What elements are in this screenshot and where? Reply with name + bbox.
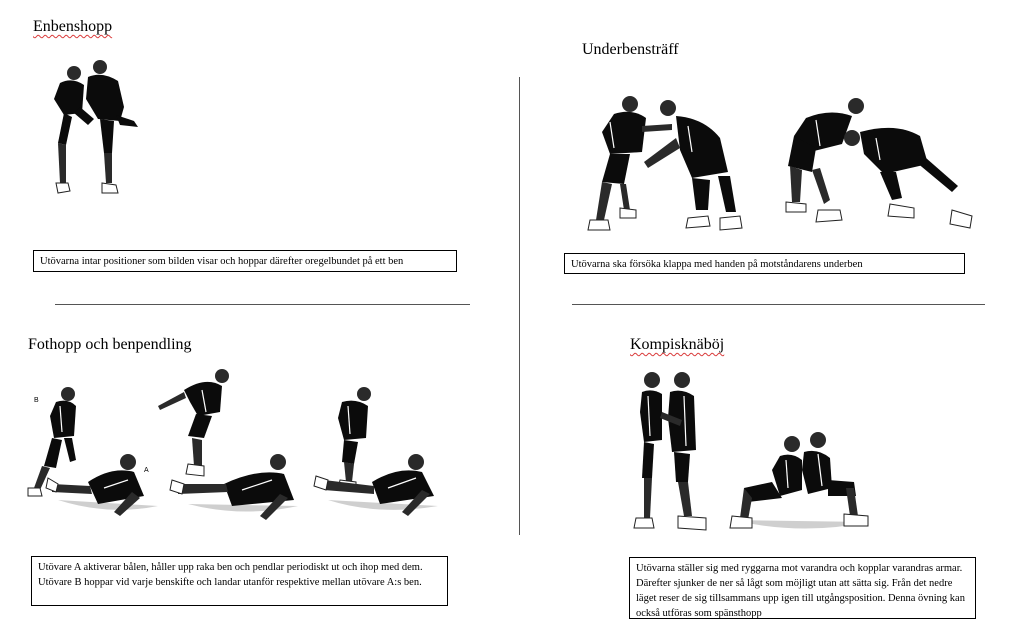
label-a: A bbox=[144, 467, 149, 474]
enbenshopp-figure bbox=[38, 55, 143, 200]
pair-1 bbox=[588, 96, 742, 230]
divider-right bbox=[572, 304, 985, 305]
athlete-right bbox=[86, 60, 138, 193]
kompisknaboj-figure bbox=[632, 370, 872, 540]
squatting-pair bbox=[730, 432, 868, 529]
standing-pair bbox=[634, 372, 706, 530]
label-b: B bbox=[34, 397, 39, 404]
fothopp-figure bbox=[28, 366, 448, 526]
underbenstraff-figure bbox=[580, 92, 980, 240]
caption-underbenstraff: Utövarna ska försöka klappa med handen på motståndarens underben bbox=[564, 253, 965, 274]
pair-2 bbox=[786, 98, 972, 228]
title-kompisknaboj: Kompisknäböj bbox=[630, 336, 725, 353]
caption-kompisknaboj: Utövarna ställer sig med ryggarna mot varandra och kopplar varandras armar. Därefter sjunker de ner så lågt som möjligt utan att sätta sig. Från det nedre läget reser de sig tillsammans upp igen till utgångsposition. Denna övning kan också utföras som spänsthopp bbox=[629, 557, 976, 619]
pose-2 bbox=[158, 369, 298, 520]
divider-vertical bbox=[519, 77, 520, 535]
pose-3 bbox=[314, 387, 438, 516]
title-fothopp: Fothopp och benpendling bbox=[28, 336, 192, 353]
caption-fothopp: Utövare A aktiverar bålen, håller upp raka ben och pendlar periodiskt ut och ihop med dem. Utövare B hoppar vid varje benskifte och landar utanför respektive mellan utövare A:s ben. bbox=[31, 556, 448, 606]
divider-left bbox=[55, 304, 470, 305]
pose-1 bbox=[28, 387, 158, 516]
caption-enbenshopp: Utövarna intar positioner som bilden visar och hoppar därefter oregelbundet på ett ben bbox=[33, 250, 457, 272]
title-enbenshopp: Enbenshopp bbox=[33, 18, 113, 35]
title-underbenstraff: Underbensträff bbox=[582, 41, 679, 58]
